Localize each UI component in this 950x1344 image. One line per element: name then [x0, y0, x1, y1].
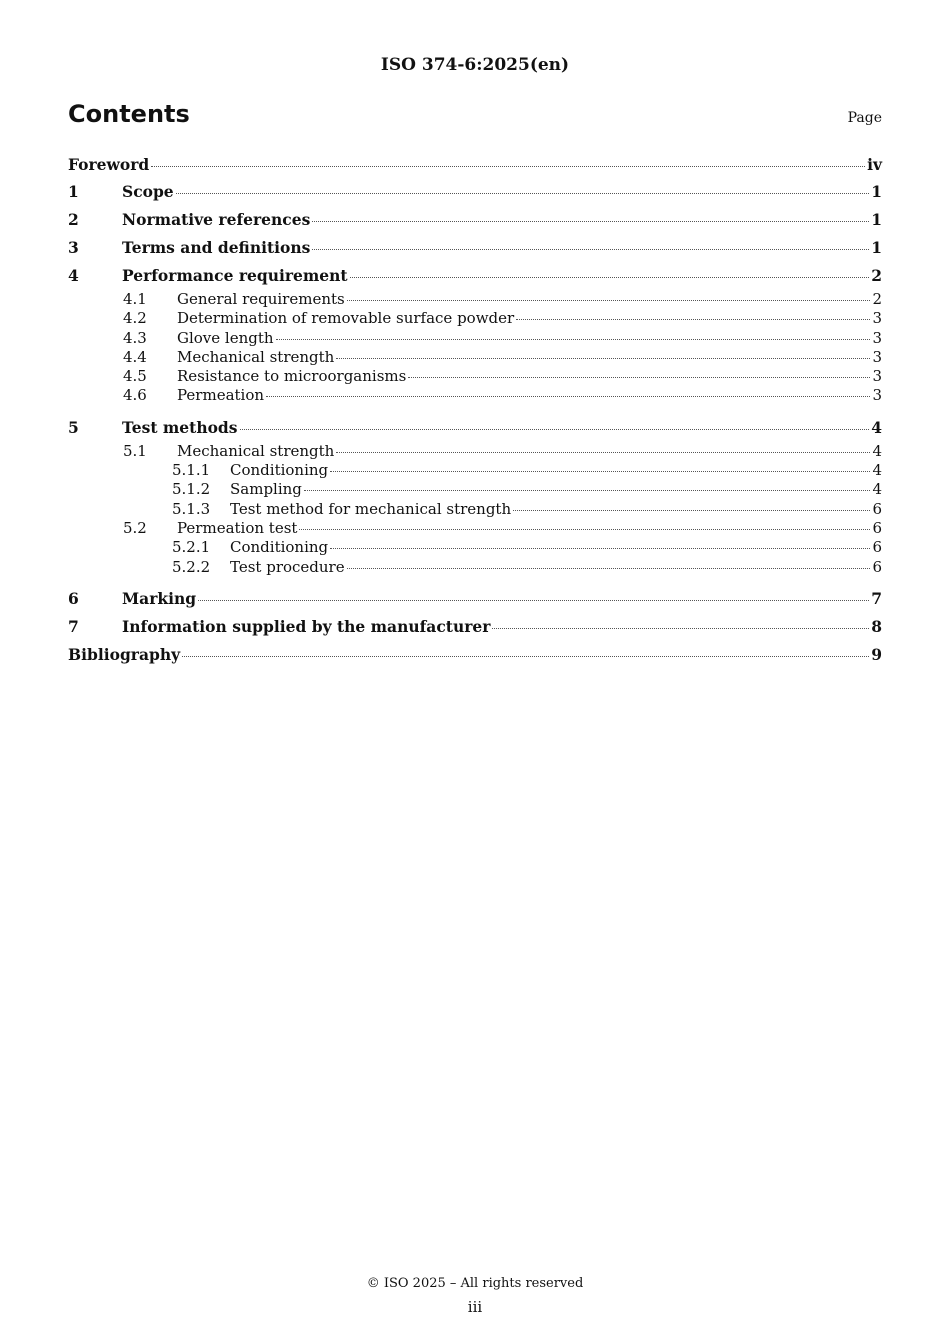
toc-entry-page: 1: [871, 182, 882, 201]
toc-entry-number: 5.1.3: [172, 499, 211, 518]
toc-entry-test-method-mechanical-strength[interactable]: [68, 500, 882, 519]
toc-entry-number: 4.4: [123, 347, 147, 366]
toc-leader-dots: [513, 510, 870, 511]
toc-entry-number: 5.2.2: [172, 557, 211, 576]
toc-entry-page: iv: [867, 155, 882, 174]
toc-entry-page: 4: [872, 480, 882, 499]
toc-entry-terms-and-definitions[interactable]: [68, 234, 882, 262]
toc-entry-permeation[interactable]: [68, 386, 882, 405]
toc-entry-mechanical-strength[interactable]: [68, 348, 882, 367]
toc-entry-number: 7: [68, 616, 79, 636]
toc-entry-number: 5.1: [123, 441, 147, 460]
toc-entry-page: 2: [871, 266, 882, 285]
toc-entry-general-requirements[interactable]: [68, 290, 882, 309]
contents-title: Contents: [68, 100, 190, 128]
toc-leader-dots: [198, 600, 869, 601]
toc-leader-dots: [347, 300, 871, 301]
toc-entry-page: 2: [872, 290, 882, 308]
toc-entry-label: Determination of removable surface powder: [177, 309, 515, 328]
toc-entry-label: Terms and definitions: [122, 238, 311, 257]
toc-entry-performance-requirement[interactable]: [68, 262, 882, 290]
page-column-label: Page: [847, 110, 882, 126]
toc-entry-test-procedure[interactable]: [68, 558, 882, 577]
page-number: iii: [467, 1298, 483, 1316]
toc-entry-page: 7: [871, 588, 882, 608]
toc-leader-dots: [336, 358, 870, 359]
toc-entry-permeation-conditioning[interactable]: [68, 538, 882, 557]
toc-entry-label: Glove length: [177, 328, 274, 347]
toc-entry-label: Mechanical strength: [177, 347, 335, 366]
toc-entry-resistance-to-microorganisms[interactable]: [68, 367, 882, 386]
toc-entry-label: General requirements: [177, 290, 345, 308]
toc-leader-dots: [336, 452, 870, 453]
toc-entry-marking[interactable]: [68, 585, 882, 613]
toc-entry-normative-references[interactable]: [68, 206, 882, 234]
toc-entry-label: Test method for mechanical strength: [230, 499, 512, 518]
toc-entry-glove-length[interactable]: [68, 329, 882, 348]
toc-entry-label: Resistance to microorganisms: [177, 367, 407, 386]
toc-leader-dots: [182, 656, 869, 657]
toc-entry-label: Permeation: [177, 386, 265, 405]
toc-entry-page: 3: [872, 367, 882, 386]
toc-entry-number: 4.6: [123, 386, 147, 405]
toc-leader-dots: [350, 277, 870, 278]
toc-entry-number: 5.1.1: [172, 461, 211, 480]
toc-entry-permeation-test[interactable]: [68, 519, 882, 538]
toc-leader-dots: [312, 249, 869, 250]
toc-entry-label: Normative references: [122, 210, 311, 229]
toc-entry-label: Performance requirement: [122, 266, 348, 285]
toc-leader-dots: [347, 568, 871, 569]
toc-entry-label: Scope: [122, 182, 174, 201]
toc-entry-page: 3: [872, 347, 882, 366]
toc-leader-dots: [330, 548, 870, 549]
toc-entry-page: 6: [872, 557, 882, 576]
toc-leader-dots: [240, 429, 870, 430]
table-of-contents: [68, 152, 882, 669]
toc-entry-information-supplied[interactable]: [68, 613, 882, 641]
toc-entry-label: Sampling: [230, 480, 302, 499]
toc-entry-label: Permeation test: [177, 518, 298, 537]
toc-leader-dots: [299, 529, 870, 530]
toc-entry-page: 4: [872, 461, 882, 480]
toc-entry-number: 4: [68, 266, 79, 285]
toc-leader-dots: [276, 339, 871, 340]
toc-leader-dots: [312, 221, 869, 222]
toc-entry-mechanical-strength-method[interactable]: [68, 442, 882, 461]
toc-leader-dots: [330, 471, 870, 472]
toc-entry-page: 9: [871, 644, 882, 664]
toc-entry-page: 6: [872, 538, 882, 557]
toc-leader-dots: [304, 490, 871, 491]
toc-entry-number: 5.2.1: [172, 538, 211, 557]
toc-entry-label: Test methods: [122, 417, 238, 437]
toc-entry-number: 1: [68, 182, 79, 201]
toc-entry-number: 4.2: [123, 309, 147, 328]
toc-entry-page: 3: [872, 386, 882, 405]
toc-entry-label: Bibliography: [68, 644, 181, 664]
copyright-notice: © ISO 2025 – All rights reserved: [366, 1276, 584, 1291]
toc-entry-number: 4.3: [123, 328, 147, 347]
toc-entry-label: Marking: [122, 588, 197, 608]
toc-entry-label: Conditioning: [230, 461, 329, 480]
toc-entry-number: 3: [68, 238, 79, 257]
toc-entry-sampling[interactable]: [68, 480, 882, 499]
toc-leader-dots: [266, 396, 870, 397]
toc-entry-number: 5: [68, 417, 79, 437]
toc-leader-dots: [151, 166, 865, 167]
toc-entry-removable-surface-powder[interactable]: [68, 309, 882, 328]
toc-entry-number: 5.2: [123, 518, 147, 537]
toc-entry-page: 8: [871, 616, 882, 636]
toc-entry-page: 4: [872, 441, 882, 460]
toc-entry-test-methods[interactable]: [68, 414, 882, 442]
toc-entry-page: 6: [872, 499, 882, 518]
toc-leader-dots: [408, 377, 870, 378]
toc-entry-foreword[interactable]: [68, 152, 882, 178]
document-identifier: ISO 374-6:2025(en): [380, 55, 570, 75]
toc-entry-number: 2: [68, 210, 79, 229]
toc-entry-label: Foreword: [68, 155, 150, 174]
toc-entry-number: 6: [68, 588, 79, 608]
toc-entry-number: 5.1.2: [172, 480, 211, 499]
toc-entry-label: Test procedure: [230, 557, 345, 576]
toc-entry-page: 1: [871, 210, 882, 229]
toc-entry-page: 3: [872, 328, 882, 347]
toc-entry-bibliography[interactable]: [68, 641, 882, 669]
toc-entry-conditioning[interactable]: [68, 461, 882, 480]
toc-entry-label: Conditioning: [230, 538, 329, 557]
toc-entry-page: 6: [872, 518, 882, 537]
contents-heading-row: [68, 100, 882, 134]
toc-entry-label: Information supplied by the manufacturer: [122, 616, 491, 636]
toc-leader-dots: [516, 319, 870, 320]
toc-entry-number: 4.1: [123, 290, 147, 308]
toc-entry-label: Mechanical strength: [177, 441, 335, 460]
toc-entry-page: 1: [871, 238, 882, 257]
toc-entry-scope[interactable]: [68, 178, 882, 206]
toc-leader-dots: [492, 628, 869, 629]
toc-leader-dots: [176, 193, 870, 194]
toc-entry-page: 3: [872, 309, 882, 328]
toc-entry-number: 4.5: [123, 367, 147, 386]
toc-entry-page: 4: [871, 417, 882, 437]
